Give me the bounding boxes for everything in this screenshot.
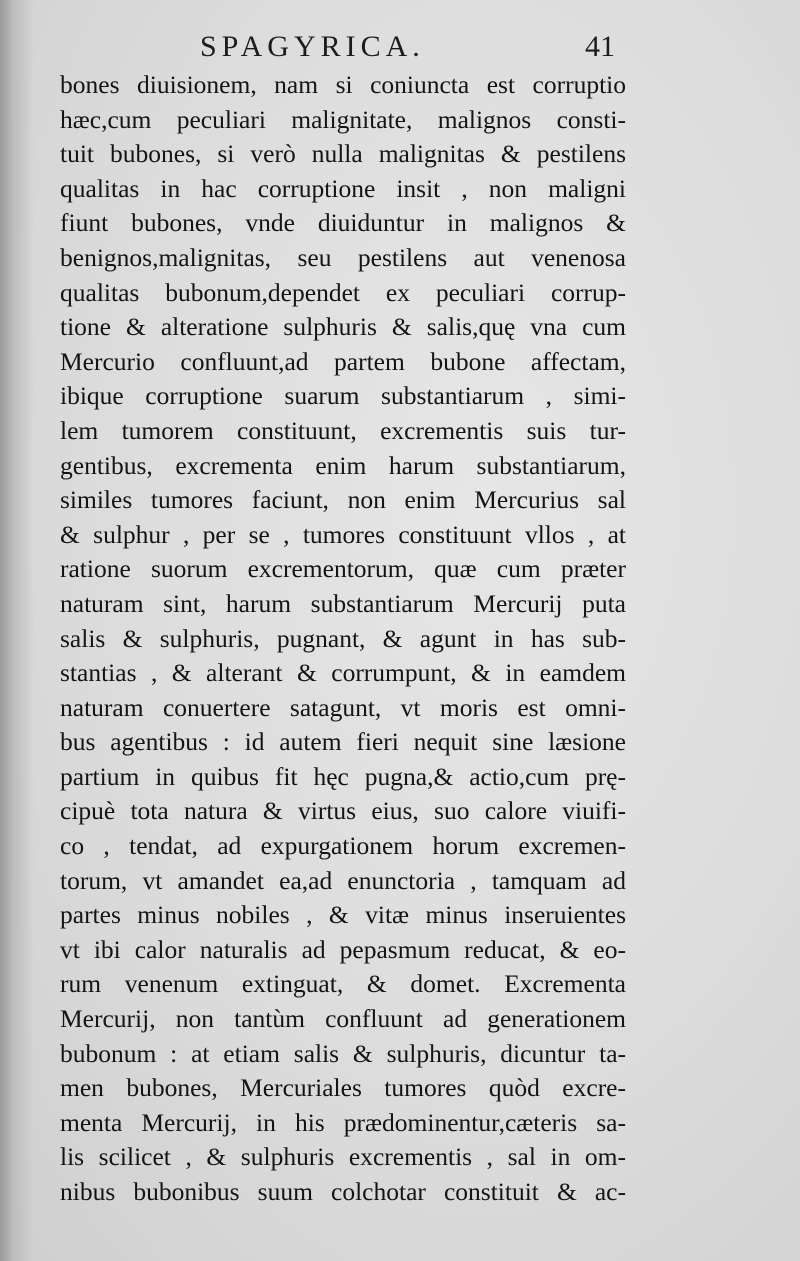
text-line: ibique corruptione suarum substantiarum , simi- (60, 381, 626, 411)
text-line: rum venenum extinguat, & domet. Excrementa (60, 969, 626, 999)
text-line: bubonum : at etiam salis & sulphuris, dicuntur ta- (60, 1038, 626, 1068)
text-line: vt ibi calor naturalis ad pepasmum reducat, & eo- (60, 934, 626, 964)
text-line: tuit bubones, si verò nulla malignitas & pestilens (60, 139, 626, 169)
text-line: gentibus, excrementa enim harum substantiarum, (60, 450, 626, 480)
text-line: fiunt bubones, vnde diuiduntur in malignos & (60, 208, 626, 238)
text-line: naturam conuertere satagunt, vt moris est omni- (60, 692, 626, 722)
text-line: similes tumores faciunt, non enim Mercurius sal (60, 485, 626, 515)
text-line: Mercurio confluunt,ad partem bubone affectam, (60, 346, 626, 376)
text-line: Mercurij, non tantùm confluunt ad generationem (60, 1004, 626, 1034)
text-line: & sulphur , per se , tumores constituunt vllos , at (60, 519, 626, 549)
text-line: stantias , & alterant & corrumpunt, & in eamdem (60, 658, 626, 688)
text-line: qualitas in hac corruptione insit , non maligni (60, 173, 626, 203)
text-line: salis & sulphuris, pugnant, & agunt in has sub- (60, 623, 626, 653)
body-text (60, 68, 626, 1210)
text-line: men bubones, Mercuriales tumores quòd excre- (60, 1073, 626, 1103)
gutter-shadow (0, 0, 34, 1261)
text-line: hæc,cum peculiari malignitate, malignos consti- (60, 104, 626, 134)
text-line: partes minus nobiles , & vitæ minus inseruientes (60, 900, 626, 930)
text-line: qualitas bubonum,dependet ex peculiari corrup- (60, 277, 626, 307)
text-line: ratione suorum excrementorum, quæ cum præter (60, 554, 626, 584)
text-line: cipuè tota natura & virtus eius, suo calore viuifi- (60, 796, 626, 826)
text-line: nibus bubonibus suum colchotar constituit & ac- (60, 1177, 626, 1206)
text-line: benignos,malignitas, seu pestilens aut venenosa (60, 242, 626, 272)
text-line: torum, vt amandet ea,ad enunctoria , tamquam ad (60, 865, 626, 895)
text-line: tione & alteratione sulphuris & salis,quę vna cum (60, 312, 626, 342)
running-title: SPAGYRICA. (200, 30, 425, 63)
text-line: menta Mercurij, in his prædominentur,cæteris sa- (60, 1107, 626, 1137)
text-line: bones diuisionem, nam si coniuncta est corruptio (60, 70, 626, 99)
text-line: naturam sint, harum substantiarum Mercurij puta (60, 588, 626, 618)
text-line: lem tumorem constituunt, excrementis suis tur- (60, 415, 626, 445)
text-line: lis scilicet , & sulphuris excrementis , sal in om- (60, 1142, 626, 1172)
text-line: co , tendat, ad expurgationem horum excremen- (60, 831, 626, 861)
page-number: 41 (585, 30, 615, 63)
text-line: bus agentibus : id autem fieri nequit sine læsione (60, 727, 626, 757)
text-line: partium in quibus fit hęc pugna,& actio,cum prę- (60, 761, 626, 791)
